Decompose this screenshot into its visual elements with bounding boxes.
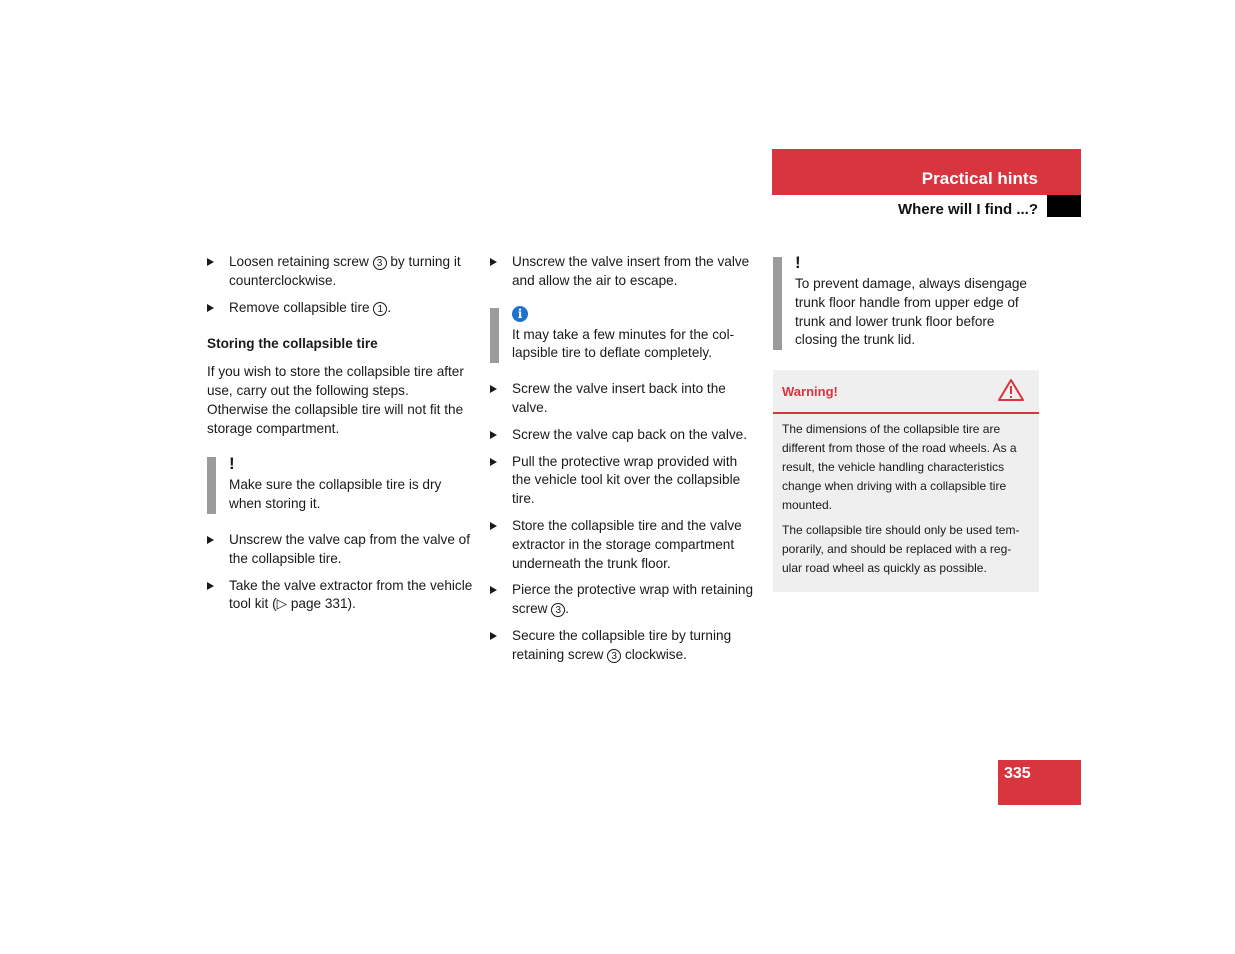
info-icon: i xyxy=(512,306,528,322)
callout-number: 1 xyxy=(373,302,387,316)
note-text: It may take a few minutes for the col-lapsible tire to deflate completely. xyxy=(512,326,735,361)
bullet-arrow-icon xyxy=(207,258,214,266)
step-text: Store the collapsible tire and the valve extractor in the storage compartment underneath the trunk floor. xyxy=(512,517,742,571)
step-secure-tire xyxy=(490,627,758,665)
warning-paragraph: The collapsible tire should only be used tem-porarily, and should be replaced with a reg-ular road wheel as quickly as possible. xyxy=(782,523,1020,576)
exclamation-icon: ! xyxy=(795,253,801,272)
bullet-arrow-icon xyxy=(490,522,497,530)
step-unscrew-valve-insert xyxy=(490,253,758,291)
column-3 xyxy=(773,253,1039,592)
subsection-title: Where will I find ...? xyxy=(897,201,1038,218)
step-screw-insert-back xyxy=(490,380,758,418)
warning-title: Warning! xyxy=(782,384,838,400)
bullet-arrow-icon xyxy=(207,582,214,590)
step-take-extractor xyxy=(207,577,473,615)
caution-note xyxy=(773,253,1039,350)
warning-box xyxy=(773,370,1039,592)
warning-body xyxy=(773,414,1039,592)
step-remove-tire xyxy=(207,299,473,318)
step-text: Screw the valve cap back on the valve. xyxy=(512,426,747,442)
step-text: Pierce the protective wrap with retaining screw xyxy=(512,582,754,617)
note-text: To prevent damage, always disengage trunk floor handle from upper edge of trunk and lower trunk floor before closing the trunk lid. xyxy=(795,276,1027,348)
info-note xyxy=(490,305,758,364)
step-text: Screw the valve insert back into the valve. xyxy=(512,381,726,415)
callout-number: 3 xyxy=(551,603,565,617)
step-pull-wrap xyxy=(490,453,758,509)
bullet-arrow-icon xyxy=(490,458,497,466)
bullet-arrow-icon xyxy=(207,536,214,544)
step-text: Take the valve extractor from the vehicle tool kit (▷ page 331). xyxy=(229,577,473,612)
step-text: Pull the protective wrap provided with the vehicle tool kit over the collapsible tire. xyxy=(512,453,741,507)
note-text: Make sure the collapsible tire is dry when storing it. xyxy=(229,477,442,512)
header-tab-marker xyxy=(1047,195,1081,217)
column-2 xyxy=(490,253,758,673)
callout-number: 3 xyxy=(607,649,621,663)
step-text: Secure the collapsible tire by turning retaining screw xyxy=(512,627,732,662)
step-pierce-wrap xyxy=(490,581,758,619)
bullet-arrow-icon xyxy=(490,385,497,393)
bullet-arrow-icon xyxy=(490,586,497,594)
warning-triangle-icon xyxy=(997,378,1025,402)
bullet-arrow-icon xyxy=(490,632,497,640)
bullet-arrow-icon xyxy=(207,304,214,312)
step-text: by turning it counterclockwise. xyxy=(229,254,461,288)
intro-paragraph: If you wish to store the collapsible tire after use, carry out the following steps. Otherwise the collapsible tire will not fit the storage compartment. xyxy=(207,364,464,436)
step-unscrew-valve-cap xyxy=(207,531,473,569)
warning-paragraph: The dimensions of the collapsible tire are different from those of the road wheels. As a result, the vehicle handling characteristics change when driving with a collapsible tire mounted. xyxy=(782,422,1017,513)
note-bar xyxy=(490,308,499,364)
step-text: clockwise. xyxy=(621,646,687,662)
step-store-tire xyxy=(490,517,758,573)
step-text: . xyxy=(565,601,570,617)
step-screw-cap-back xyxy=(490,426,758,445)
step-loosen-screw xyxy=(207,253,473,291)
header-band xyxy=(772,149,1081,195)
exclamation-icon: ! xyxy=(229,454,235,474)
section-heading: Storing the collapsible tire xyxy=(207,336,378,352)
step-text: Unscrew the valve cap from the valve of the collapsible tire. xyxy=(229,531,471,566)
page-number-box xyxy=(998,760,1081,805)
page-number: 335 xyxy=(1004,765,1031,782)
callout-number: 3 xyxy=(373,256,387,270)
step-text: Loosen retaining screw xyxy=(229,254,373,269)
bullet-arrow-icon xyxy=(490,258,497,266)
bullet-arrow-icon xyxy=(490,431,497,439)
note-bar xyxy=(207,457,216,514)
note-bar xyxy=(773,257,782,350)
section-title: Practical hints xyxy=(921,169,1038,188)
step-text: Remove collapsible tire xyxy=(229,299,374,315)
caution-note xyxy=(207,454,473,514)
step-text: Unscrew the valve insert from the valve and allow the air to escape. xyxy=(512,254,750,288)
column-1 xyxy=(207,253,473,622)
warning-header xyxy=(773,370,1039,414)
step-text: . xyxy=(387,299,392,315)
